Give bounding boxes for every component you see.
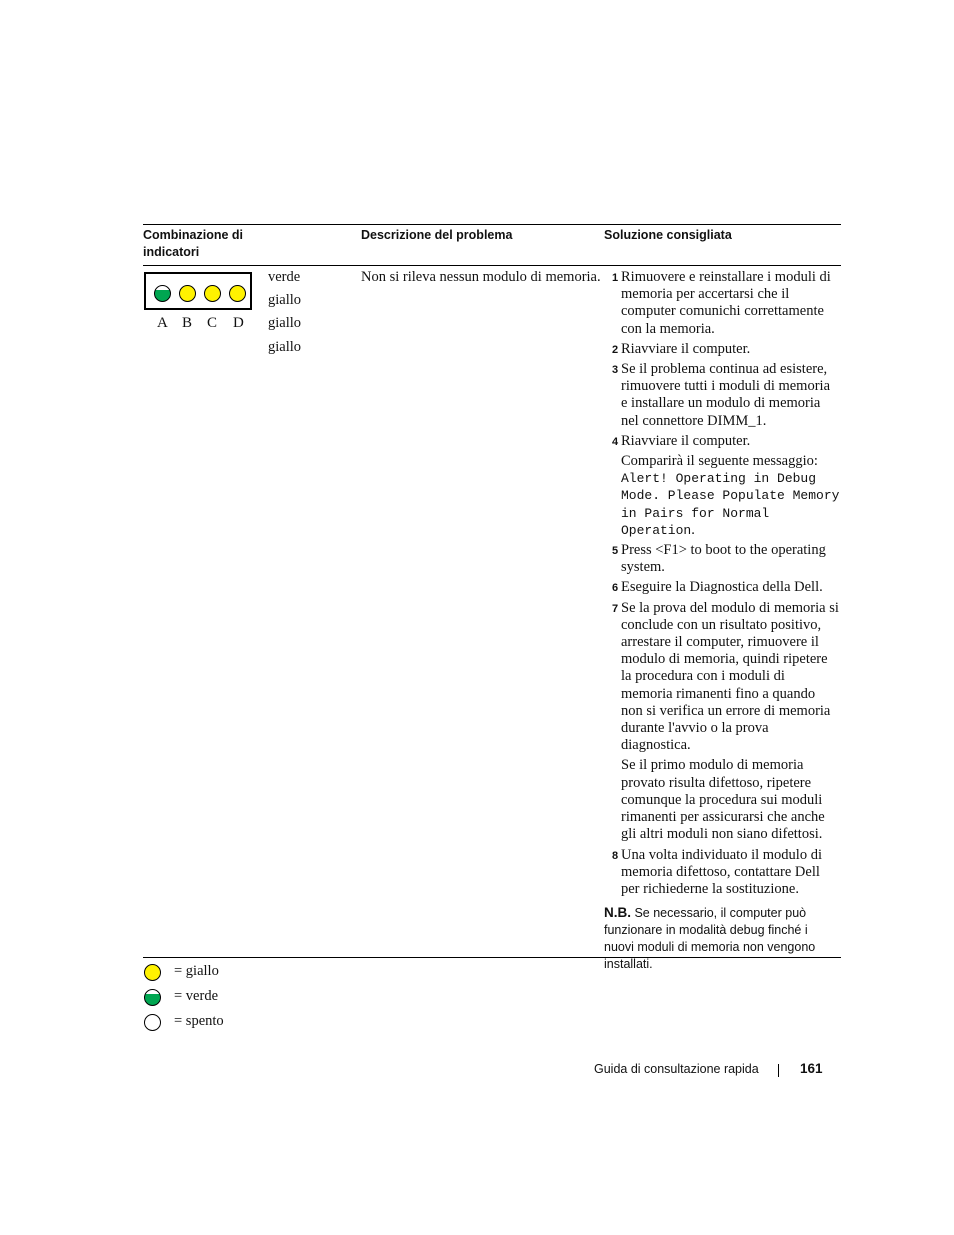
problem-description: Non si rileva nessun modulo di memoria. — [361, 269, 601, 285]
led-panel — [144, 272, 252, 310]
header-description: Descrizione del problema — [361, 228, 513, 242]
header-solution: Soluzione consigliata — [604, 228, 732, 242]
step-text: Press <F1> to boot to the operating system. — [621, 542, 826, 576]
step-text: Se il problema continua ad esistere, rimuovere tutti i moduli di memoria e installare un modulo di memoria nel connettore DIMM_1. — [621, 361, 831, 429]
step-2 — [604, 341, 840, 358]
legend-text: = verde — [174, 988, 219, 1004]
page-number: 161 — [800, 1061, 823, 1076]
message-intro: Comparirà il seguente messaggio: — [621, 453, 818, 470]
step-text: Eseguire la Diagnostica della Dell. — [621, 579, 823, 596]
led-label-c: C — [207, 315, 218, 331]
led-state-a: verde — [268, 269, 301, 285]
step-number: 4 — [612, 435, 619, 448]
led-d-yellow-icon — [229, 285, 246, 302]
led-label-d: D — [233, 315, 244, 331]
note-text: Se necessario, il computer può funzionare in modalità debug finché i nuovi moduli di memoria non vengono installati. — [604, 906, 816, 972]
step-6 — [604, 579, 840, 596]
led-a-green-icon — [154, 285, 171, 302]
step-number: 6 — [612, 582, 619, 595]
step-number: 8 — [612, 849, 619, 862]
note-label: N.B. — [604, 905, 631, 921]
led-b-yellow-icon — [179, 285, 196, 302]
table-top-rule — [143, 224, 841, 225]
step-4-message — [604, 453, 840, 539]
off-led-icon — [144, 1014, 161, 1031]
footer-separator — [778, 1064, 779, 1077]
led-state-c: giallo — [268, 315, 302, 331]
step-4 — [604, 433, 840, 450]
solution-steps — [604, 269, 840, 973]
header-combination: Combinazione di indicatori — [143, 228, 243, 259]
message-end: . — [691, 521, 695, 538]
led-state-d: giallo — [268, 339, 302, 355]
debug-message-code: Alert! Operating in Debug Mode. Please Populate Memory in Pairs for Normal Operation — [621, 471, 840, 538]
legend-text: = spento — [174, 1013, 224, 1029]
green-led-icon — [144, 989, 161, 1006]
led-label-b: B — [182, 315, 193, 331]
step-text: Rimuovere e reinstallare i moduli di memoria per accertarsi che il computer comunichi correttamente con la memoria. — [621, 269, 831, 337]
step-7 — [604, 600, 840, 755]
led-c-yellow-icon — [204, 285, 221, 302]
step-text: Riavviare il computer. — [621, 340, 751, 357]
step-text: Riavviare il computer. — [621, 432, 751, 449]
footer-guide-title: Guida di consultazione rapida — [594, 1062, 759, 1076]
step-5 — [604, 542, 840, 576]
step-3 — [604, 361, 840, 430]
led-label-a: A — [157, 315, 168, 331]
table-header-rule — [143, 265, 841, 266]
note — [604, 904, 840, 973]
step-1 — [604, 269, 840, 338]
yellow-led-icon — [144, 964, 161, 981]
step-7-extra: Se il primo modulo di memoria provato risulta difettoso, ripetere comunque la procedura sui moduli rimanenti per assicurarsi che anche gli altri moduli non siano difettosi. — [621, 757, 825, 843]
step-8 — [604, 847, 840, 899]
step-text: Se la prova del modulo di memoria si conclude con un risultato positivo, arrestare il computer, rimuovere il modulo di memoria, quindi ripetere la procedura con i moduli di memoria rimanenti fino a quando non si verifica un errore di memoria durante l'avvio o la prova diagnostica. — [621, 599, 839, 754]
step-number: 3 — [612, 364, 619, 377]
legend-text: = giallo — [174, 963, 219, 979]
step-number: 1 — [612, 272, 619, 284]
step-number: 5 — [612, 545, 619, 558]
step-number: 7 — [612, 602, 619, 615]
step-number: 2 — [612, 343, 619, 356]
step-text: Una volta individuato il modulo di memoria difettoso, contattare Dell per richiederne la sostituzione. — [621, 846, 822, 897]
led-state-b: giallo — [268, 292, 302, 308]
